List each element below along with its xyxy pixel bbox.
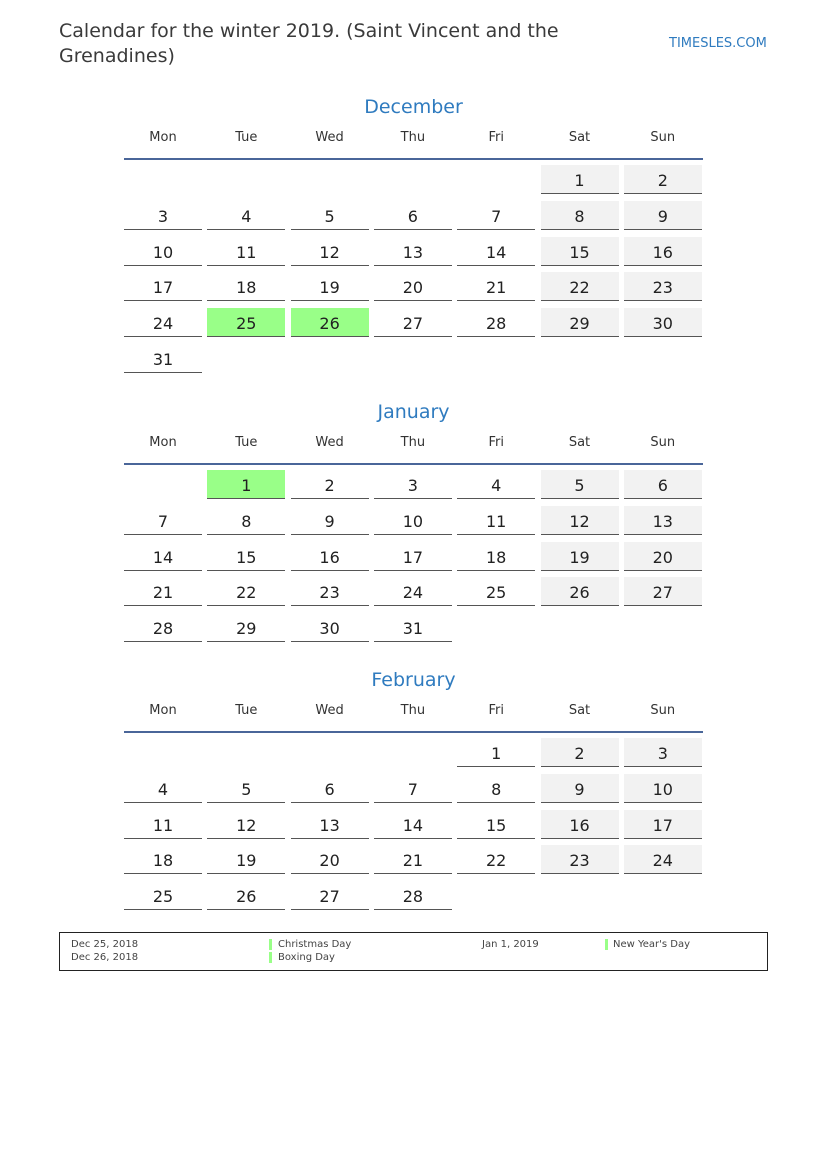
site-link[interactable]: TIMESLES.COM: [669, 36, 767, 51]
day-cell: 24: [374, 577, 452, 606]
legend-holiday: Christmas Day: [278, 939, 352, 950]
day-cell: 15: [541, 237, 619, 266]
day-cell: 6: [291, 774, 369, 803]
day-cell: 9: [291, 506, 369, 535]
day-cell: 7: [374, 774, 452, 803]
day-cell: 3: [624, 738, 702, 767]
day-cell: 22: [207, 577, 285, 606]
legend-holiday: Boxing Day: [278, 952, 335, 963]
legend-marker: [605, 939, 608, 950]
day-cell: 2: [624, 165, 702, 194]
month-title: January: [377, 401, 450, 423]
day-cell: 17: [124, 272, 202, 301]
page-title: Calendar for the winter 2019. (Saint Vincent and the Grenadines): [59, 20, 559, 67]
day-cell: 30: [624, 308, 702, 337]
weekday-fri: Fri: [488, 130, 504, 145]
day-cell: 27: [291, 881, 369, 910]
day-cell: 22: [457, 845, 535, 874]
day-cell: 10: [624, 774, 702, 803]
day-cell: 21: [374, 845, 452, 874]
day-cell: 31: [374, 613, 452, 642]
day-cell: 6: [374, 201, 452, 230]
day-cell: 12: [207, 810, 285, 839]
weekday-sat: Sat: [568, 435, 591, 450]
day-cell: 26: [541, 577, 619, 606]
day-cell: 21: [124, 577, 202, 606]
weekday-mon: Mon: [149, 703, 177, 718]
day-cell: 11: [207, 237, 285, 266]
day-cell: 4: [124, 774, 202, 803]
day-cell: 14: [374, 810, 452, 839]
day-cell: 11: [457, 506, 535, 535]
day-cell: 12: [541, 506, 619, 535]
day-cell: 29: [541, 308, 619, 337]
day-cell: 26: [291, 308, 369, 337]
day-cell: 13: [291, 810, 369, 839]
day-cell: 4: [457, 470, 535, 499]
day-cell: 23: [291, 577, 369, 606]
day-cell: 20: [374, 272, 452, 301]
day-cell: 1: [541, 165, 619, 194]
weekday-sat: Sat: [568, 703, 591, 718]
weekday-header: [124, 130, 703, 160]
day-cell: 1: [457, 738, 535, 767]
day-cell: 28: [124, 613, 202, 642]
day-cell: 12: [291, 237, 369, 266]
weekday-sun: Sun: [650, 703, 676, 718]
day-cell: 8: [541, 201, 619, 230]
day-cell: 9: [541, 774, 619, 803]
day-cell: 15: [207, 542, 285, 571]
day-cell: 29: [207, 613, 285, 642]
legend-marker: [269, 939, 272, 950]
day-cell: 25: [207, 308, 285, 337]
day-cell: 10: [124, 237, 202, 266]
weekday-thu: Thu: [400, 703, 426, 718]
day-cell: 2: [541, 738, 619, 767]
day-cell: 17: [374, 542, 452, 571]
day-cell: 2: [291, 470, 369, 499]
weekday-wed: Wed: [315, 703, 344, 718]
day-cell: 14: [457, 237, 535, 266]
weekday-tue: Tue: [235, 435, 258, 450]
day-cell: 8: [457, 774, 535, 803]
legend-date: Dec 25, 2018: [71, 939, 139, 950]
weekday-mon: Mon: [149, 130, 177, 145]
day-cell: 15: [457, 810, 535, 839]
day-cell: 30: [291, 613, 369, 642]
day-cell: 22: [541, 272, 619, 301]
day-cell: 20: [291, 845, 369, 874]
weekday-sun: Sun: [650, 435, 676, 450]
day-cell: 1: [207, 470, 285, 499]
day-cell: 18: [124, 845, 202, 874]
weekday-tue: Tue: [235, 703, 258, 718]
legend-marker: [269, 952, 272, 963]
day-cell: 28: [457, 308, 535, 337]
day-cell: 11: [124, 810, 202, 839]
day-cell: 14: [124, 542, 202, 571]
month-title: December: [364, 96, 463, 118]
day-cell: 19: [207, 845, 285, 874]
legend-date: Dec 26, 2018: [71, 952, 139, 963]
day-cell: 16: [291, 542, 369, 571]
weekday-fri: Fri: [488, 703, 504, 718]
month-december: [124, 94, 703, 369]
weekday-sat: Sat: [568, 130, 591, 145]
day-cell: 25: [457, 577, 535, 606]
day-cell: 5: [291, 201, 369, 230]
weekday-header: [124, 703, 703, 733]
day-cell: 24: [124, 308, 202, 337]
day-cell: 31: [124, 344, 202, 373]
day-cell: 25: [124, 881, 202, 910]
day-cell: 19: [541, 542, 619, 571]
day-cell: 7: [124, 506, 202, 535]
weekday-tue: Tue: [235, 130, 258, 145]
day-cell: 13: [624, 506, 702, 535]
legend-date: Jan 1, 2019: [482, 939, 539, 950]
day-cell: 28: [374, 881, 452, 910]
day-cell: 5: [207, 774, 285, 803]
weekday-thu: Thu: [400, 130, 426, 145]
month-title: February: [371, 669, 456, 691]
day-cell: 20: [624, 542, 702, 571]
day-cell: 6: [624, 470, 702, 499]
day-cell: 17: [624, 810, 702, 839]
day-cell: 13: [374, 237, 452, 266]
day-cell: 19: [291, 272, 369, 301]
weekday-sun: Sun: [650, 130, 676, 145]
day-cell: 3: [124, 201, 202, 230]
day-cell: 24: [624, 845, 702, 874]
day-cell: 4: [207, 201, 285, 230]
legend-holiday: New Year's Day: [613, 939, 691, 950]
day-cell: 23: [624, 272, 702, 301]
weekday-wed: Wed: [315, 435, 344, 450]
weekday-header: [124, 435, 703, 465]
weekday-wed: Wed: [315, 130, 344, 145]
day-cell: 9: [624, 201, 702, 230]
weekday-mon: Mon: [149, 435, 177, 450]
month-february: [124, 667, 703, 907]
day-cell: 3: [374, 470, 452, 499]
day-cell: 8: [207, 506, 285, 535]
day-cell: 27: [374, 308, 452, 337]
weekday-fri: Fri: [488, 435, 504, 450]
day-cell: 26: [207, 881, 285, 910]
day-cell: 18: [207, 272, 285, 301]
day-cell: 27: [624, 577, 702, 606]
day-cell: 10: [374, 506, 452, 535]
day-cell: 23: [541, 845, 619, 874]
weekday-thu: Thu: [400, 435, 426, 450]
day-cell: 7: [457, 201, 535, 230]
day-cell: 5: [541, 470, 619, 499]
day-cell: 21: [457, 272, 535, 301]
day-cell: 16: [541, 810, 619, 839]
day-cell: 18: [457, 542, 535, 571]
day-cell: 16: [624, 237, 702, 266]
month-january: [124, 399, 703, 639]
holiday-legend: [59, 932, 768, 971]
